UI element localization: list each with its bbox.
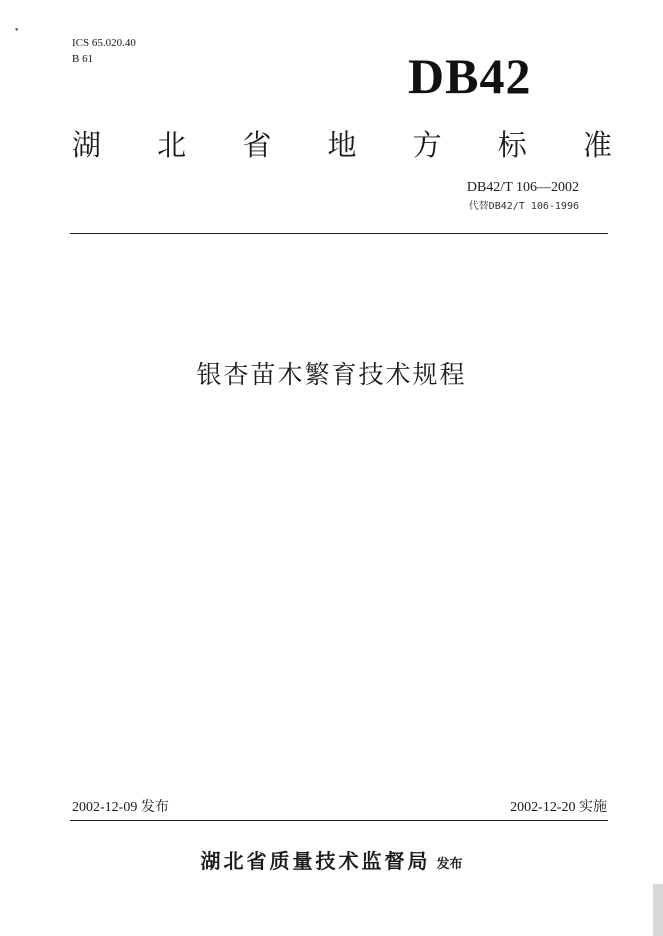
implementation-date: 2002-12-20 实施 — [510, 800, 607, 815]
issuer-name: 湖北省质量技术监督局 — [200, 849, 431, 873]
standard-type-char: 标 — [497, 128, 527, 162]
standard-number: DB42/T 106—2002 — [466, 180, 579, 195]
header-divider — [70, 233, 608, 234]
standard-type-char: 地 — [327, 128, 357, 162]
db42-logo: DB42 — [408, 48, 532, 104]
footer-divider — [70, 820, 608, 821]
replaces-note: 代替DB42/T 106-1996 — [468, 201, 579, 212]
standard-type-heading — [72, 128, 612, 162]
issue-date: 2002-12-09 发布 — [72, 800, 169, 815]
issued-label: 发布 — [436, 857, 463, 872]
standard-type-char: 湖 — [72, 128, 102, 162]
scan-speck: • — [14, 26, 20, 36]
scan-edge-mark — [653, 884, 663, 936]
standard-type-char: 准 — [582, 128, 612, 162]
document-title: 银杏苗木繁育技术规程 — [196, 360, 467, 389]
issuer-line — [0, 845, 663, 874]
standard-type-char: 省 — [242, 128, 272, 162]
standard-type-char: 北 — [157, 128, 187, 162]
ics-code: ICS 65.020.40 — [72, 37, 136, 49]
standard-type-char: 方 — [412, 128, 442, 162]
ccs-code: B 61 — [72, 53, 94, 65]
